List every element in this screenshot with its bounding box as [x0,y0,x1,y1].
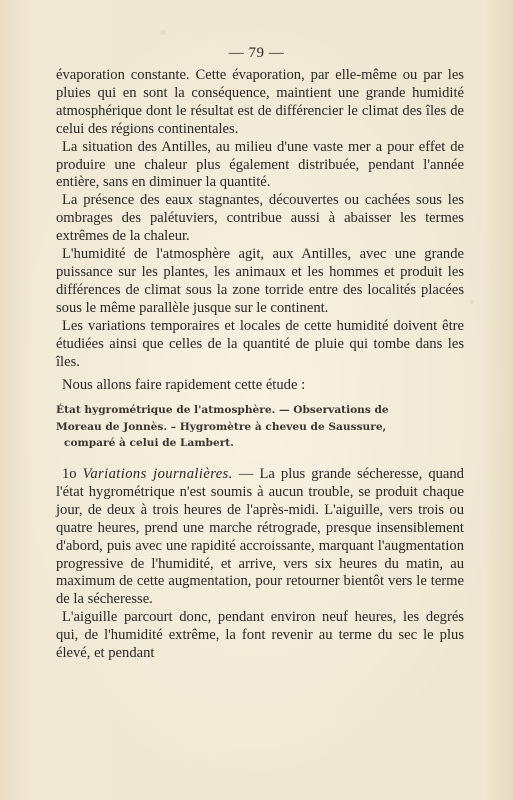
paper-stain [470,300,474,304]
paragraph: La situation des Antilles, au milieu d'une vaste mer a pour effet de produire une chaleur plus également distribuée, pendant l'année entière, sans en diminuer la quantité. [56,138,464,191]
paragraph: Nous allons faire rapidement cette étude : [62,377,306,393]
section-heading-line: État hygrométrique de l'atmosphère. — Observations de [56,404,389,416]
paragraph: Les variations temporaires et locales de cette humidité doivent être étudiées ainsi que celles de la quantité de pluie qui tombe dans les îles. [56,317,464,370]
paragraph-text: — La plus grande sécheresse, quand l'état hygrométrique n'est soumis à aucun trouble, se produit chaque jour, de deux à trois heures de l'après-midi. L'aiguille, vers trois ou quatre heures, prend une marche rétrograde, presque insensiblement d'abord, puis avec une rapidité accroissante, marquant l'augmentation progressive de l'humidité, et arrive, vers six heures du matin, au maximum de cette augmentation, pour retourner bientôt vers le terme de la sécheresse. [56,466,464,608]
section-heading-line: Moreau de Jonnès. – Hygromètre à cheveu de Saussure, [56,420,387,433]
section-number: 1o [62,466,77,482]
paragraph: La présence des eaux stagnantes, découvertes ou cachées sous les ombrages des palétuviers, contribue aussi à abaisser les termes extrêmes de la chaleur. [56,192,464,245]
paragraph: évaporation constante. Cette évaporation, par elle-même ou par les pluies qui en sont la conséquence, maintient une grande humidité atmosphérique dont le résultat est de différencier le climat des îles de celui des régions continentales. [56,67,464,137]
paragraph: L'humidité de l'atmosphère agit, aux Antilles, avec une grande puissance sur les plantes, les animaux et les hommes et produit les différences de climat sous la zone torride entre des localités placées sous le même parallèle jusque sur le continent. [56,246,464,316]
paragraph: L'aiguille parcourt donc, pendant environ neuf heures, les degrés qui, de l'humidité extrême, la font revenir au terme du sec le plus élevé, et pendant [56,609,464,662]
section-heading [56,402,468,452]
body-text-bottom [56,466,464,663]
study-line [56,377,464,395]
paper-stain [160,30,166,35]
body-text-top [56,67,464,371]
page-number: — 79 — [228,45,285,61]
italic-title: Variations journalières. [82,466,233,482]
section-heading-line: comparé à celui de Lambert. [64,437,234,449]
paragraph-variations [56,466,464,609]
